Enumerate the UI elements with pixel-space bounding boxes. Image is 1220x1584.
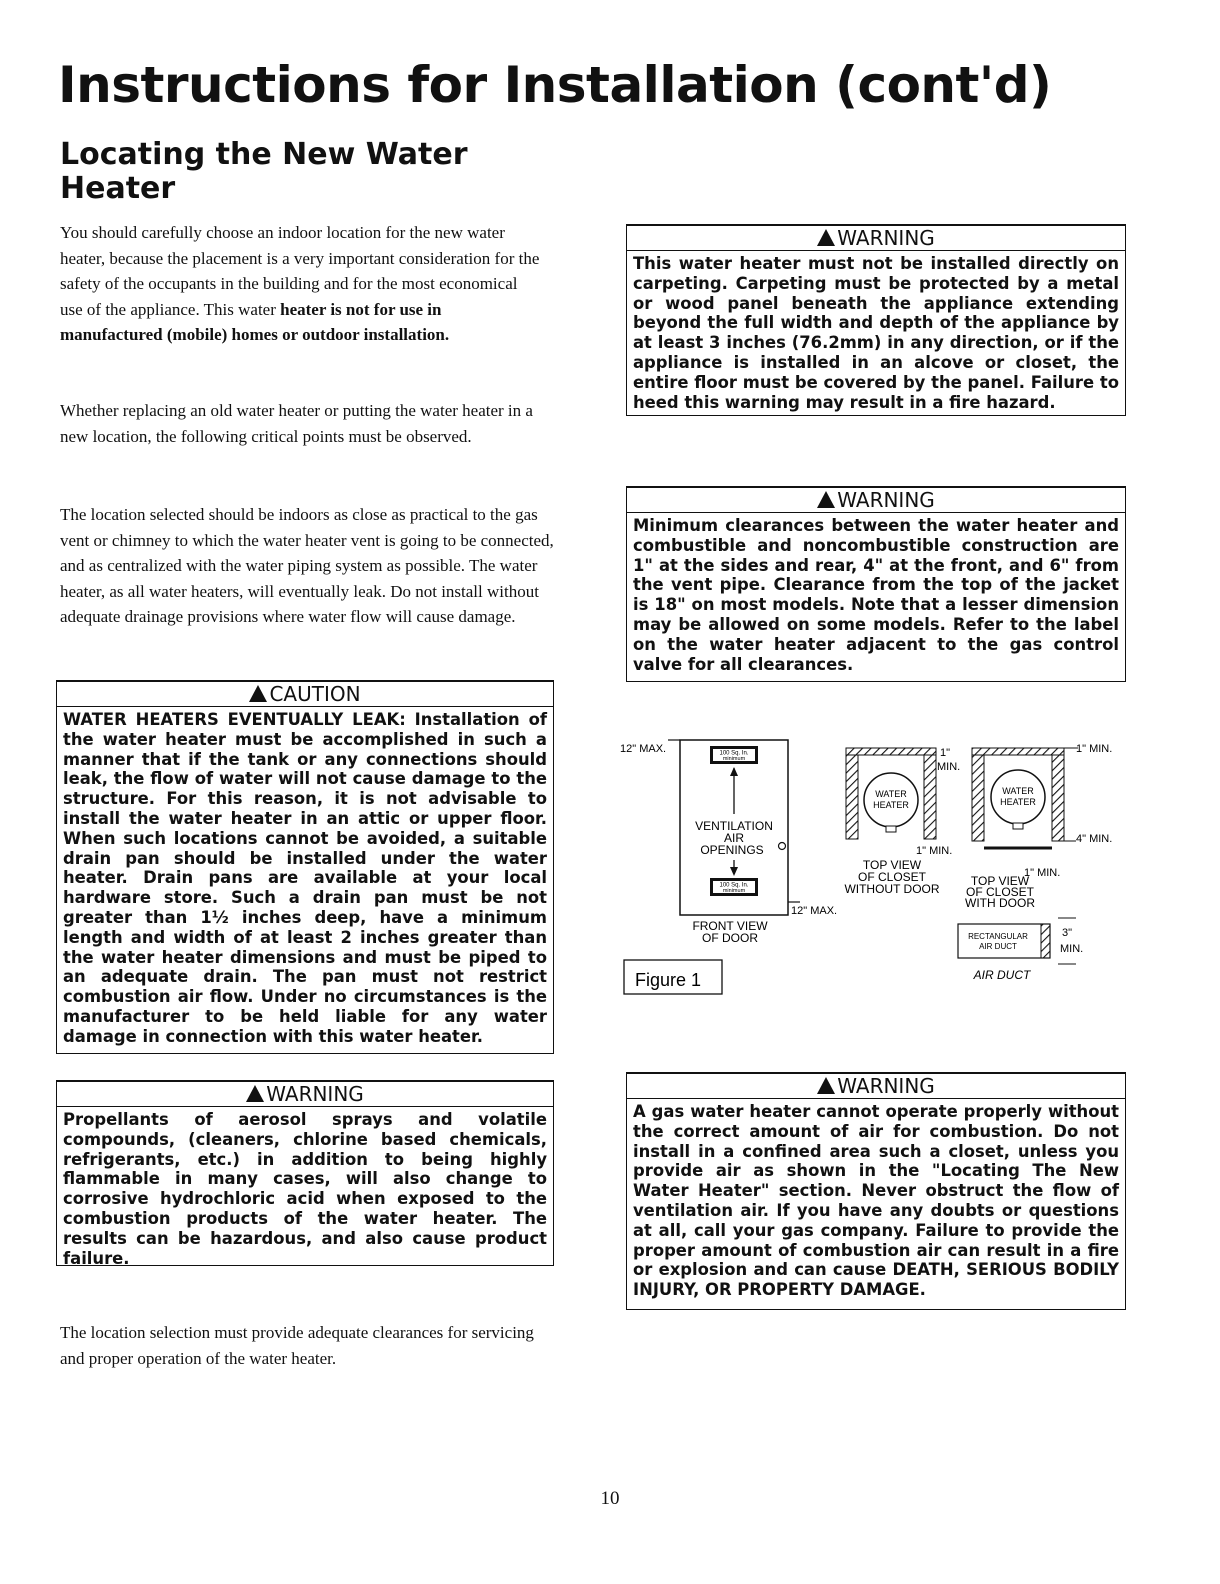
intro-paragraph-bold: heater is not for use in manufactured (mobile) homes or outdoor installation. [60, 299, 450, 344]
vent-opening-bottom [710, 878, 758, 896]
front-view-of-door [620, 740, 837, 945]
top-view-label-3: WITHOUT DOOR [844, 882, 940, 896]
top-view-label-2: OF CLOSET [857, 870, 927, 884]
air-warning-box [626, 1072, 1126, 1310]
warning-triangle-icon [249, 685, 267, 702]
intro-paragraph [60, 220, 542, 348]
figure-1-diagram [600, 730, 1120, 1010]
vent-bottom-sq-label: 100 Sq. In. [719, 882, 749, 889]
vent-bottom-min-label: minimum [722, 888, 746, 894]
intro-paragraph-text: You should carefully choose an indoor location for the new water heater, because the placement is a very important consideration for the safety of the occupants in the building and for the most economical use of the appliance. This water [60, 223, 540, 319]
replacing-paragraph: Whether replacing an old water heater or putting the water heater in a new location, the following critical points must be observed. [60, 401, 533, 446]
top-view-with-door [965, 743, 1112, 910]
air-warning-body: A gas water heater cannot operate properly without the correct amount of air for combustion. Do not install in a confined area such a closet, unless you provide air as shown in the "Locating The New Water Heater" section. Never obstruct the flow of ventilation air. If you have any doubts or questions at all, call your gas company. Failure to provide the proper amount of combustion air can result in a fire or explosion and can cause DEATH, SERIOUS BODILY INJURY, OR PROPERTY DAMAGE. [633, 1102, 1119, 1300]
front-view-max-top-label: 12" MAX. [620, 743, 667, 755]
vent-opening-top [710, 746, 758, 764]
clearance-warning-title [627, 488, 1125, 513]
water-label-2: WATER [1002, 786, 1034, 796]
front-view-label-1: FRONT VIEW [692, 919, 768, 933]
arrow-down-icon [730, 867, 738, 876]
top-view-with-door-label-2: OF CLOSET [965, 885, 1035, 899]
rectangular-label: RECTANGULAR [968, 932, 1028, 941]
top-view-label-1: TOP VIEW [862, 858, 922, 872]
rear-clearance-label: 1" MIN. [916, 845, 953, 857]
carpet-warning-title-text: WARNING [837, 226, 935, 250]
page-number: 10 [600, 1488, 620, 1509]
air-warning-title-text: WARNING [837, 1074, 935, 1098]
front-view-max-bottom-label: 12" MAX. [791, 905, 838, 917]
page-title: Instructions for Installation (cont'd) [58, 56, 1052, 114]
air-warning-title [627, 1074, 1125, 1099]
caution-box-body: WATER HEATERS EVENTUALLY LEAK: Installation of the water heater must be accomplished in such a manner that if the tank or any connections should leak, the flow of water will not cause damage to the structure. For this reason, it is not advisable to install the water heater in an attic or upper floor. When such locations cannot be avoided, a suitable drain pan should be installed under the water heater. Drain pans are available at your local hardware store. Such a drain pan must be not greater than 1½ inches deep, have a minimum length and width of at least 2 inches greater than the water heater dimensions and must be piped to an adequate drain. The pan must not restrict combustion air flow. Under no circumstances is the manufacturer to be held liable for any water damage in connection with this water heater. [63, 710, 547, 1046]
air-duct-label: AIR DUCT [973, 968, 1031, 982]
arrow-up-icon [730, 767, 738, 776]
top-view-with-door-label-1: TOP VIEW [970, 874, 1030, 888]
clearance-paragraph: The location selection must provide adequate clearances for servicing and proper operation of the water heater. [60, 1323, 534, 1368]
duct-clearance-inch-label: 3" [1062, 927, 1073, 939]
figure-1-label [624, 960, 722, 994]
vent-top-sq-label: 100 Sq. In. [719, 750, 749, 757]
heater-label-2: HEATER [1000, 797, 1036, 807]
caution-box-title-text: CAUTION [269, 682, 361, 706]
vent-top-min-label: minimum [722, 756, 746, 762]
section-heading: Locating the New Water Heater [60, 137, 468, 206]
aerosol-warning-box [56, 1080, 554, 1266]
ventilation-label: VENTILATION [695, 819, 773, 833]
heater-label: HEATER [873, 800, 909, 810]
clearance-warning-body: Minimum clearances between the water heater and combustible and noncombustible construction are 1" at the sides and rear, 4" at the front, and 6" from the vent pipe. Clearance from the top of the jacket is 18" on most models. Note that a lesser dimension may be allowed on some models. Refer to the label on the water heater adjacent to the gas control valve for all clearances. [633, 516, 1119, 674]
carpet-warning-title [627, 226, 1125, 251]
top-view-without-door [844, 747, 960, 896]
carpet-warning-body: This water heater must not be installed directly on carpeting. Carpeting must be protected by a metal or wood panel beneath the appliance extending beyond the full width and depth of the appliance by at least 3 inches (76.2mm) in any direction, or if the appliance is installed in an alcove or closet, the entire floor must be covered by the panel. Failure to heed this warning may result in a fire hazard. [633, 254, 1119, 412]
openings-label: OPENINGS [700, 843, 764, 857]
rect-air-duct-label: AIR DUCT [979, 942, 1017, 951]
carpet-warning-box [626, 224, 1126, 416]
side-clearance-inch-label: 1" [940, 747, 951, 759]
front-view-label-2: OF DOOR [702, 931, 758, 945]
aerosol-warning-title [57, 1082, 553, 1107]
caution-box [56, 680, 554, 1054]
top-view-with-door-label-3: WITH DOOR [965, 896, 1035, 910]
air-duct-diagram [958, 918, 1083, 982]
clearance-warning-box [626, 486, 1126, 682]
aerosol-warning-body: Propellants of aerosol sprays and volatile compounds, (cleaners, chlorine based chemicals, refrigerants, etc.) in addition to being highly flammable in many cases, will also change to corrosive hydrochloric acid when exposed to the combustion products of the water heater. The results can be hazardous, and also cause product failure. [63, 1110, 547, 1268]
rear-clearance-label-2: 1" MIN. [1024, 867, 1061, 879]
side-clearance-label-2: 1" MIN. [1076, 743, 1113, 755]
door-knob-icon [779, 843, 786, 850]
location-paragraph: The location selected should be indoors as close as practical to the gas vent or chimney to which the water heater vent is going to be connected, and as centralized with the water piping system as possible. The water heater, as all water heaters, will eventually leak. Do not install without adequate drainage provisions where water flow will cause damage. [60, 505, 554, 626]
duct-clearance-min-label: MIN. [1060, 943, 1084, 955]
figure-1-caption: Figure 1 [634, 970, 702, 990]
aerosol-warning-title-text: WARNING [266, 1082, 364, 1106]
warning-triangle-icon [817, 491, 835, 508]
front-clearance-label: 4" MIN. [1076, 833, 1113, 845]
caution-box-title [57, 682, 553, 707]
air-label: AIR [723, 831, 745, 845]
warning-triangle-icon [817, 229, 835, 246]
water-label: WATER [875, 789, 907, 799]
clearance-warning-title-text: WARNING [837, 488, 935, 512]
warning-triangle-icon [246, 1085, 264, 1102]
warning-triangle-icon [817, 1077, 835, 1094]
side-clearance-min-label: MIN. [937, 761, 961, 773]
